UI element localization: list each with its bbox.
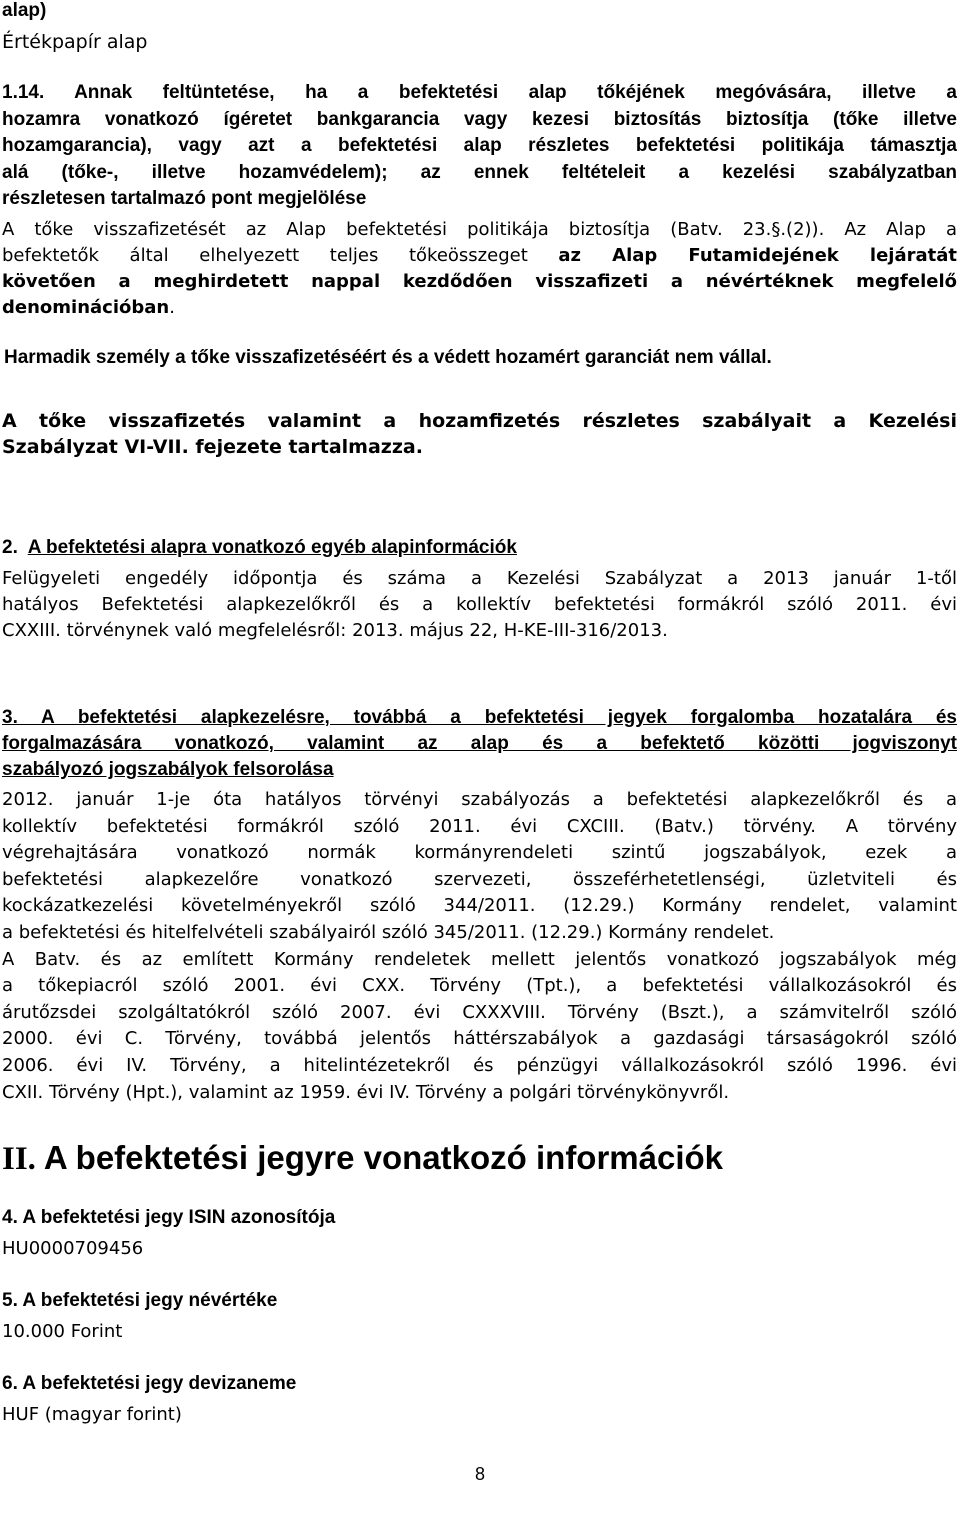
part-ii-title: A befektetési jegyre vonatkozó információk <box>43 1139 724 1176</box>
section-3-title-line: 3. A befektetési alapkezelésre, továbbá a befektetési jegyek forgalomba hozatalára és <box>2 707 957 728</box>
rules-line: Szabályzat VI-VII. fejezete tartalmazza. <box>2 436 423 458</box>
body-line: A tőke visszafizetését az Alap befektetési politikája biztosítja (Batv. 23.§.(2)). Az Alap a <box>2 219 957 240</box>
item-4-title: 4. A befektetési jegy ISIN azonosítója <box>2 1207 336 1228</box>
item-5-title: 5. A befektetési jegy névértéke <box>2 1290 278 1311</box>
item-1-14-title-line: részletesen tartalmazó pont megjelölése <box>2 188 367 209</box>
item-1-14-title-line: hozamgarancia), vagy azt a befektetési alap részletes befektetési politikája támasztja <box>2 135 957 156</box>
face-value: 10.000 Forint <box>2 1321 123 1342</box>
page-number: 8 <box>474 1464 485 1484</box>
body-line: befektetők által elhelyezett teljes tőkeösszeget az Alap Futamidejének lejáratát <box>2 245 957 266</box>
body-line: CXXIII. törvénynek való megfelelésről: 2013. május 22, H-KE-III-316/2013. <box>2 620 668 641</box>
part-ii-heading <box>2 1136 957 1181</box>
body-line: követően a meghirdetett nappal kezdődően visszafizeti a névértéknek megfelelő <box>2 271 957 292</box>
body-line: befektetési alapkezelőre vonatkozó szervezeti, összeférhetetlenségi, üzletviteli és <box>2 868 957 890</box>
section-2-title: A befektetési alapra vonatkozó egyéb alapinformációk <box>27 537 517 558</box>
item-1-14-title <box>2 80 957 213</box>
fund-type-value: Értékpapír alap <box>2 31 148 53</box>
body-line: 2000. évi C. Törvény, továbbá jelentős háttérszabályok a gazdasági társaságokról szóló <box>2 1028 957 1050</box>
currency-value: HUF (magyar forint) <box>2 1404 182 1425</box>
item-1-14-title-line: alá (tőke-, illetve hozamvédelem); az ennek feltételeit a kezelési szabályzatban <box>2 161 957 183</box>
guarantee-statement: Harmadik személy a tőke visszafizetéséért és a védett hozamért garanciát nem vállal. <box>4 347 772 368</box>
body-line: Felügyeleti engedély időpontja és száma a Kezelési Szabályzat a 2013 január 1-től <box>2 568 957 589</box>
section-3-title-line: forgalmazására vonatkozó, valamint az alap és a befektető közötti jogviszonyt <box>2 733 957 754</box>
section-3-heading <box>2 705 957 783</box>
body-line: CXII. Törvény (Hpt.), valamint az 1959. évi IV. Törvény a polgári törvénykönyvről. <box>2 1081 730 1103</box>
part-ii-roman: II. <box>2 1141 36 1177</box>
body-line: hatályos Befektetési alapkezelőkről és a kollektív befektetési formákról szóló 2011. évi <box>2 594 957 615</box>
body-line: kockázatkezelési követelményekről szóló 344/2011. (12.29.) Kormány rendelet, valamint <box>2 895 957 917</box>
body-line: a tőkepiacról szóló 2001. évi CXX. Törvény (Tpt.), a befektetési vállalkozásokról és <box>2 975 957 997</box>
item-1-14-body <box>2 217 957 321</box>
isin-value: HU0000709456 <box>2 1238 144 1259</box>
section-2-heading: 2. A befektetési alapra vonatkozó egyéb alapinformációk <box>2 537 517 558</box>
rules-line: A tőke visszafizetés valamint a hozamfizetés részletes szabályait a Kezelési <box>2 410 957 432</box>
item-1-14-title-line: hozamra vonatkozó ígéretet bankgarancia vagy kezesi biztosítás biztosítja (tőke illetve <box>2 108 957 130</box>
section-3-title-line: szabályozó jogszabályok felsorolása <box>2 759 334 780</box>
rules-statement <box>2 408 957 460</box>
body-line: A Batv. és az említett Kormány rendeletek mellett jelentős vonatkozó jogszabályok még <box>2 948 957 970</box>
body-line: 2006. évi IV. Törvény, a hitelintézetekről és pénzügyi vállalkozásokról szóló 1996. évi <box>2 1054 957 1076</box>
section-3-body <box>2 787 957 1106</box>
body-line: végrehajtására vonatkozó normák kormányrendeleti szintű jogszabályok, ezek a <box>2 842 957 864</box>
item-6-title: 6. A befektetési jegy devizaneme <box>2 1373 297 1394</box>
body-line: 2012. január 1-je óta hatályos törvényi szabályozás a befektetési alapkezelőkről és a <box>2 789 957 810</box>
item-1-14-title-line: 1.14. Annak feltüntetése, ha a befektetési alap tőkéjének megóvására, illetve a <box>2 82 957 103</box>
body-line: denominációban. <box>2 297 175 318</box>
body-line: a befektetési és hitelfelvételi szabályairól szóló 345/2011. (12.29.) Kormány rendelet. <box>2 921 775 943</box>
section-2-body <box>2 566 957 644</box>
prev-fragment: alap) <box>2 0 47 21</box>
body-line: kollektív befektetési formákról szóló 2011. évi CXCIII. (Batv.) törvény. A törvény <box>2 815 957 837</box>
body-line: árutőzsdei szolgáltatókról szóló 2007. évi CXXXVIII. Törvény (Bszt.), a számvitelről szóló <box>2 1001 957 1023</box>
